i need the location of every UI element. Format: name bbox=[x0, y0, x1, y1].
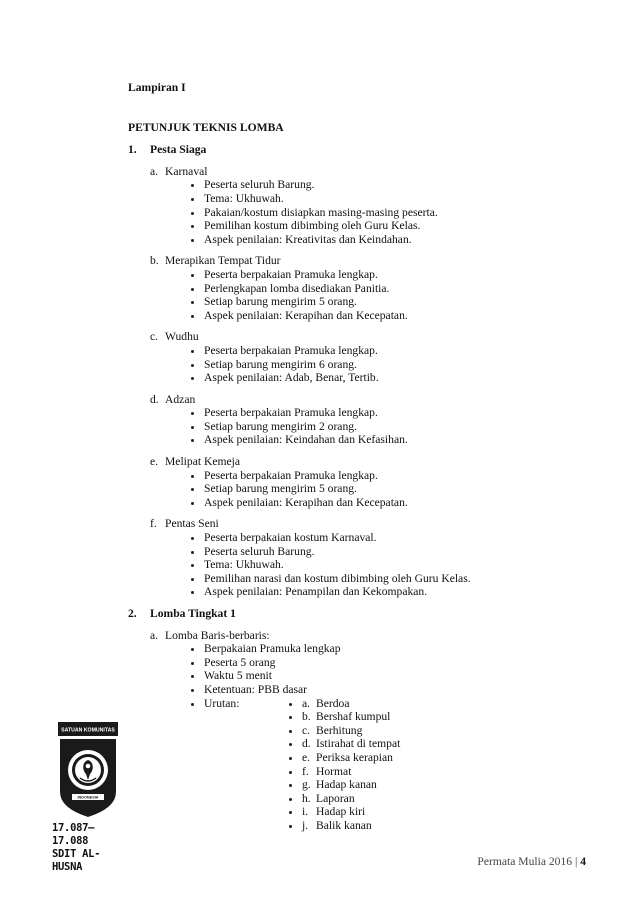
urutan-item bbox=[190, 697, 598, 833]
subsection-title bbox=[150, 629, 598, 643]
list-item: Pakaian/kostum disiapkan masing-masing peserta. bbox=[190, 206, 598, 220]
footer-text: Permata Mulia 2016 | bbox=[477, 855, 581, 868]
list-item: Aspek penilaian: Kreativitas dan Keindahan. bbox=[190, 233, 598, 247]
bullet-list bbox=[150, 469, 598, 510]
bullet-list bbox=[150, 642, 598, 832]
list-item: Peserta berpakaian Pramuka lengkap. bbox=[190, 469, 598, 483]
step-letter: j. bbox=[302, 818, 309, 832]
list-item: Peserta berpakaian Pramuka lengkap. bbox=[190, 344, 598, 358]
list-item: Pemilihan narasi dan kostum dibimbing oleh Guru Kelas. bbox=[190, 572, 598, 586]
list-item: Tema: Ukhuwah. bbox=[190, 558, 598, 572]
list-item: Ketentuan: PBB dasar bbox=[190, 683, 598, 697]
urutan-step bbox=[288, 819, 400, 833]
subsection-letter: e. bbox=[150, 455, 159, 469]
subsection-title bbox=[150, 165, 598, 179]
subsection-title bbox=[150, 330, 598, 344]
subsection-pentas-seni bbox=[150, 517, 598, 599]
step-letter: b. bbox=[302, 710, 311, 724]
step-text: Hadap kiri bbox=[316, 805, 366, 819]
subsection-title bbox=[150, 254, 598, 268]
subsection-label: Adzan bbox=[165, 392, 196, 406]
list-item: Peserta berpakaian Pramuka lengkap. bbox=[190, 406, 598, 420]
list-item: Pemilihan kostum dibimbing oleh Guru Kelas. bbox=[190, 219, 598, 233]
step-letter: a. bbox=[302, 696, 311, 710]
list-item: Peserta seluruh Barung. bbox=[190, 178, 598, 192]
list-item: Setiap barung mengirim 5 orang. bbox=[190, 295, 598, 309]
bullet-list bbox=[150, 268, 598, 322]
step-text: Periksa kerapian bbox=[316, 750, 393, 764]
bullet-list bbox=[150, 531, 598, 599]
urutan-list bbox=[288, 697, 400, 833]
urutan-step bbox=[288, 737, 400, 751]
list-item: Aspek penilaian: Keindahan dan Kefasihan. bbox=[190, 433, 598, 447]
page-footer bbox=[477, 855, 586, 869]
document-body bbox=[128, 81, 598, 841]
subsection-baris-berbaris bbox=[150, 629, 598, 833]
shield-logo-icon bbox=[58, 722, 118, 818]
attachment-heading: Lampiran I bbox=[128, 81, 186, 94]
step-letter: f. bbox=[302, 764, 309, 778]
badge-caption bbox=[52, 822, 126, 874]
unit-number: 17.087–17.088 bbox=[52, 822, 95, 847]
list-item: Setiap barung mengirim 5 orang. bbox=[190, 482, 598, 496]
bullet-list bbox=[150, 344, 598, 385]
list-item: Perlengkapan lomba disediakan Panitia. bbox=[190, 282, 598, 296]
subsection-letter: f. bbox=[150, 517, 157, 531]
urutan-step bbox=[288, 765, 400, 779]
list-item: Setiap barung mengirim 6 orang. bbox=[190, 358, 598, 372]
list-item: Aspek penilaian: Kerapihan dan Kecepatan. bbox=[190, 309, 598, 323]
step-text: Berhitung bbox=[316, 723, 363, 737]
step-text: Hormat bbox=[316, 764, 352, 778]
list-item: Berpakaian Pramuka lengkap bbox=[190, 642, 598, 656]
subsection-letter: d. bbox=[150, 392, 159, 406]
list-item: Peserta seluruh Barung. bbox=[190, 545, 598, 559]
step-text: Istirahat di tempat bbox=[316, 737, 401, 751]
step-letter: i. bbox=[302, 805, 309, 819]
step-letter: e. bbox=[302, 750, 311, 764]
urutan-step bbox=[288, 710, 400, 724]
step-text: Hadap kanan bbox=[316, 778, 377, 792]
subsection-label: Merapikan Tempat Tidur bbox=[165, 254, 281, 268]
step-text: Balik kanan bbox=[316, 818, 372, 832]
list-item: Setiap barung mengirim 2 orang. bbox=[190, 420, 598, 434]
list-item: Aspek penilaian: Kerapihan dan Kecepatan. bbox=[190, 496, 598, 510]
section-number: 2. bbox=[128, 607, 137, 620]
step-letter: d. bbox=[302, 737, 311, 751]
section-title bbox=[128, 143, 598, 157]
list-item: Waktu 5 menit bbox=[190, 669, 598, 683]
section-title bbox=[128, 607, 598, 621]
step-letter: c. bbox=[302, 723, 311, 737]
list-item: Peserta berpakaian Pramuka lengkap. bbox=[190, 268, 598, 282]
page-number: 4 bbox=[580, 855, 586, 868]
urutan-row bbox=[204, 697, 598, 833]
step-text: Laporan bbox=[316, 791, 355, 805]
subsection-adzan bbox=[150, 393, 598, 447]
document-title: PETUNJUK TEKNIS LOMBA bbox=[128, 120, 284, 134]
subsection-letter: c. bbox=[150, 330, 159, 344]
step-letter: g. bbox=[302, 778, 311, 792]
bullet-list bbox=[150, 178, 598, 246]
subsection-title bbox=[150, 517, 598, 531]
subsection-label: Wudhu bbox=[165, 330, 199, 344]
subsection-label: Pentas Seni bbox=[165, 517, 219, 531]
step-text: Bershaf kumpul bbox=[316, 710, 391, 724]
subsection-letter: b. bbox=[150, 254, 159, 268]
step-text: Berdoa bbox=[316, 696, 350, 710]
list-item: Aspek penilaian: Penampilan dan Kekompakan. bbox=[190, 585, 598, 599]
subsection-letter: a. bbox=[150, 164, 159, 178]
urutan-step bbox=[288, 724, 400, 738]
scout-unit-badge bbox=[52, 722, 126, 874]
urutan-step bbox=[288, 697, 400, 711]
section-label: Lomba Tingkat 1 bbox=[150, 607, 236, 620]
subsection-wudhu bbox=[150, 330, 598, 384]
step-letter: h. bbox=[302, 791, 311, 805]
urutan-step bbox=[288, 778, 400, 792]
section-1 bbox=[128, 143, 598, 599]
subsection-label: Melipat Kemeja bbox=[165, 455, 241, 469]
subsection-karnaval bbox=[150, 165, 598, 247]
list-item: Aspek penilaian: Adab, Benar, Tertib. bbox=[190, 371, 598, 385]
section-number: 1. bbox=[128, 143, 137, 157]
subsection-melipat-kemeja bbox=[150, 455, 598, 509]
subsection-title bbox=[150, 393, 598, 407]
subsection-merapikan-tempat-tidur bbox=[150, 254, 598, 322]
urutan-step bbox=[288, 751, 400, 765]
subsection-letter: a. bbox=[150, 628, 159, 642]
urutan-step bbox=[288, 805, 400, 819]
urutan-step bbox=[288, 792, 400, 806]
subsection-label: Karnaval bbox=[165, 164, 208, 178]
badge-banner-text: SATUAN KOMUNITAS bbox=[61, 727, 115, 734]
subsection-title bbox=[150, 455, 598, 469]
bullet-list bbox=[150, 406, 598, 447]
urutan-label: Urutan: bbox=[204, 696, 240, 710]
list-item: Peserta 5 orang bbox=[190, 656, 598, 670]
list-item: Tema: Ukhuwah. bbox=[190, 192, 598, 206]
school-name: SDIT AL-HUSNA bbox=[52, 848, 101, 873]
subsection-label: Lomba Baris-berbaris: bbox=[165, 628, 270, 642]
list-item: Peserta berpakaian kostum Karnaval. bbox=[190, 531, 598, 545]
section-label: Pesta Siaga bbox=[150, 143, 207, 157]
section-2 bbox=[128, 607, 598, 833]
badge-country-text: INDONESIA bbox=[77, 795, 99, 800]
